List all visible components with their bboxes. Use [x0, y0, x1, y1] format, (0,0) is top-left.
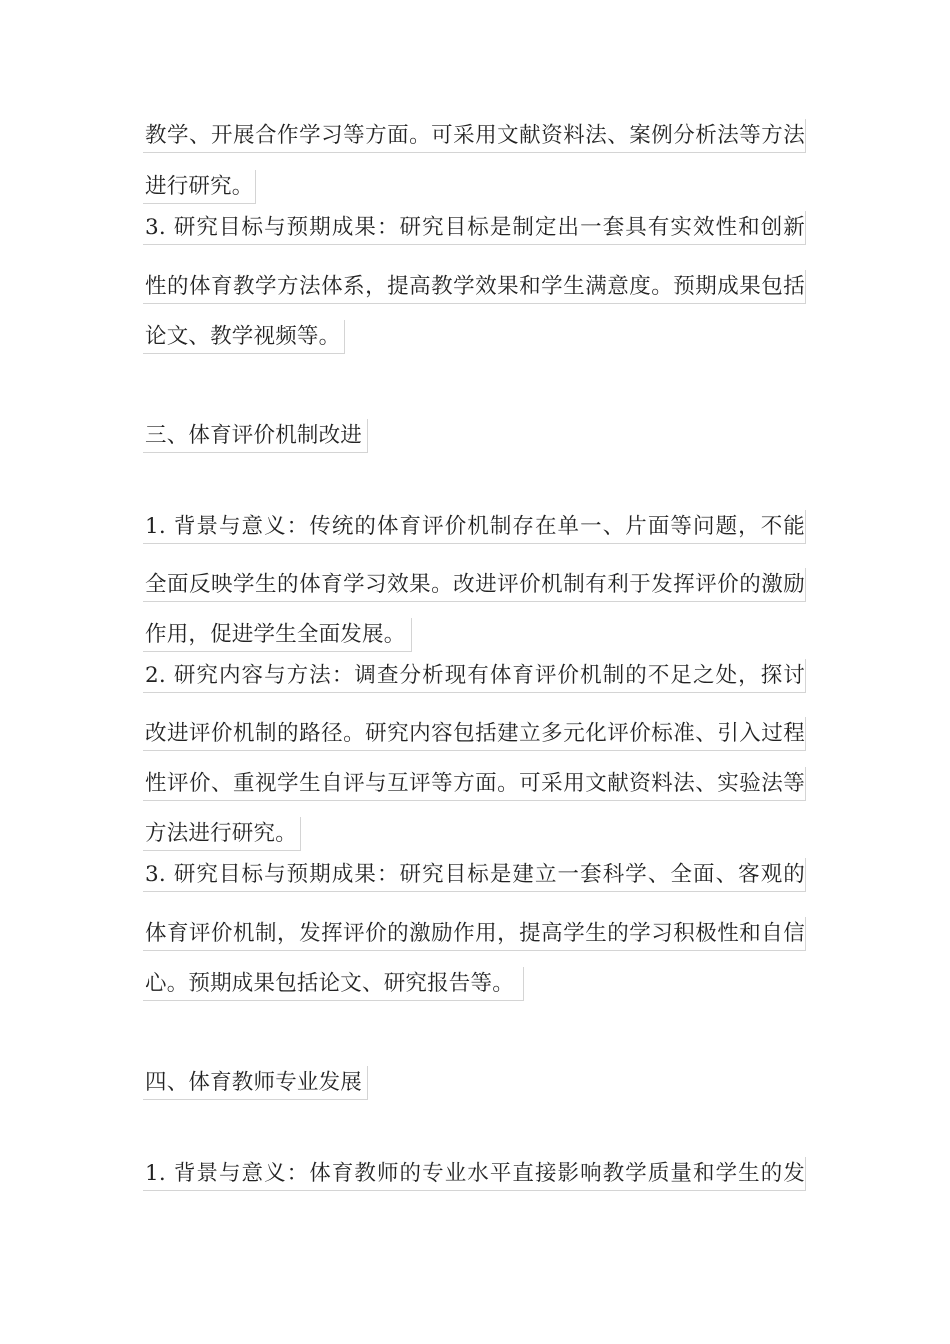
paragraph-line: 改进评价机制的路径。研究内容包括建立多元化评价标准、引入过程 — [143, 717, 806, 751]
paragraph-line: 3. 研究目标与预期成果：研究目标是建立一套科学、全面、客观的 — [143, 858, 806, 892]
paragraph-line: 性评价、重视学生自评与互评等方面。可采用文献资料法、实验法等 — [143, 767, 806, 801]
paragraph-line: 3. 研究目标与预期成果：研究目标是制定出一套具有实效性和创新 — [143, 211, 806, 245]
paragraph-line: 2. 研究内容与方法：调查分析现有体育评价机制的不足之处，探讨 — [143, 659, 806, 693]
paragraph-line: 进行研究。 — [143, 170, 256, 204]
paragraph-line: 方法进行研究。 — [143, 817, 301, 851]
paragraph-line: 体育评价机制，发挥评价的激励作用，提高学生的学习积极性和自信 — [143, 917, 806, 951]
paragraph-line: 教学、开展合作学习等方面。可采用文献资料法、案例分析法等方法 — [143, 119, 806, 153]
paragraph-line: 1. 背景与意义：传统的体育评价机制存在单一、片面等问题，不能 — [143, 510, 806, 544]
paragraph-line: 1. 背景与意义：体育教师的专业水平直接影响教学质量和学生的发 — [143, 1157, 806, 1191]
paragraph-line: 心。预期成果包括论文、研究报告等。 — [143, 967, 524, 1001]
section-heading: 四、体育教师专业发展 — [143, 1066, 368, 1100]
paragraph-line: 论文、教学视频等。 — [143, 320, 345, 354]
paragraph-line: 全面反映学生的体育学习效果。改进评价机制有利于发挥评价的激励 — [143, 568, 806, 602]
paragraph-line: 作用，促进学生全面发展。 — [143, 618, 412, 652]
section-heading: 三、体育评价机制改进 — [143, 419, 368, 453]
paragraph-line: 性的体育教学方法体系，提高教学效果和学生满意度。预期成果包括 — [143, 270, 806, 304]
